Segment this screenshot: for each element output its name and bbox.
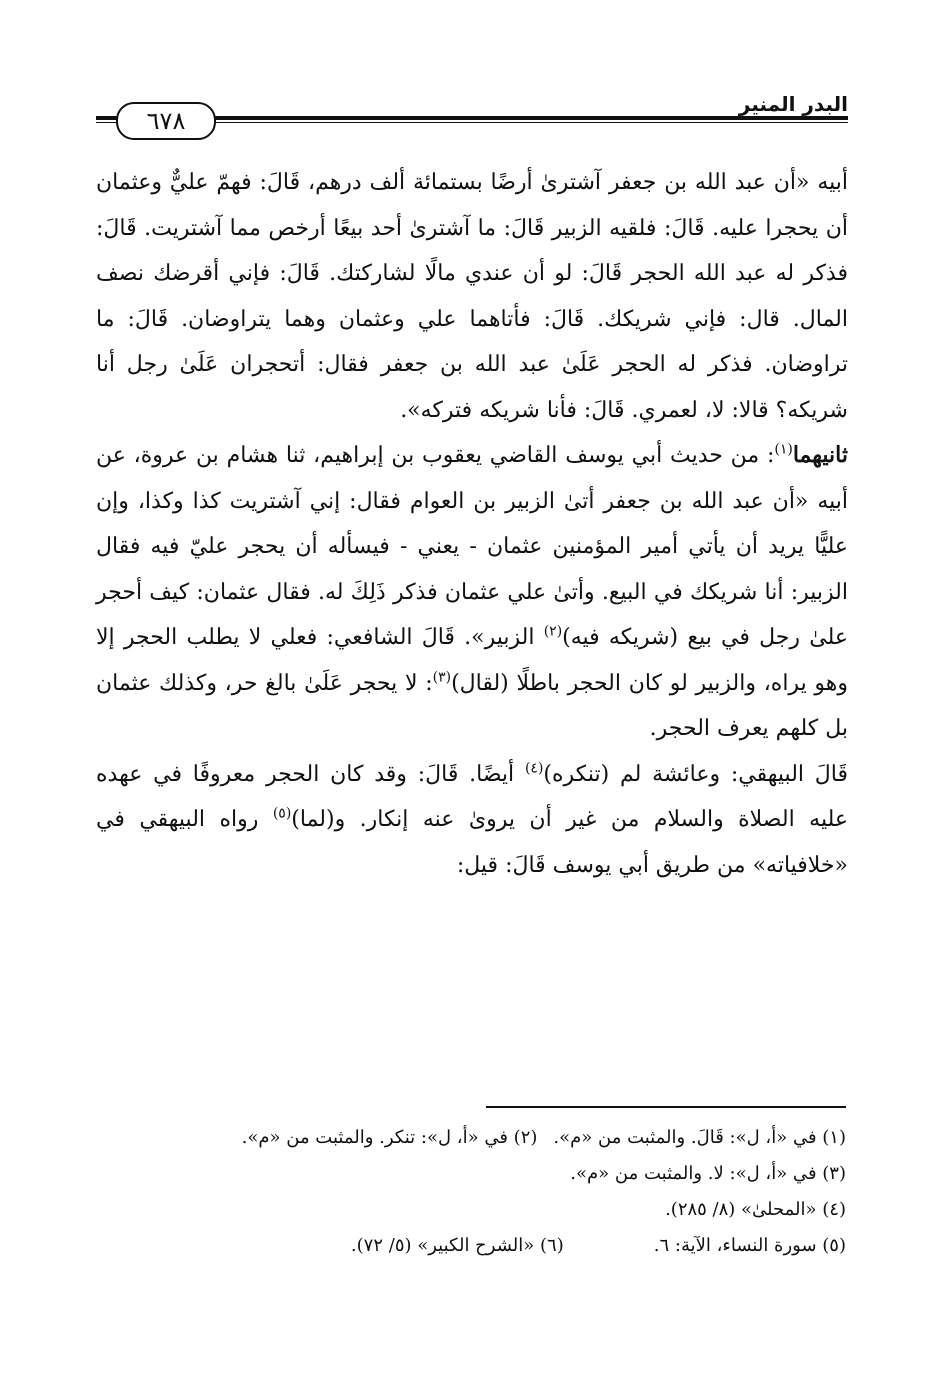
footnote-line-1	[94, 1120, 846, 1156]
running-title: البدر المنير	[738, 92, 848, 116]
paragraph-2-text-b: الزبير». قَالَ الشافعي: فعلي لا يطلب الحجر إلا وهو يراه، والزبير لو كان الحجر باطلًا (لقال)	[96, 625, 848, 696]
paragraph-3	[96, 752, 848, 889]
paragraph-1: أبيه «أن عبد الله بن جعفر آشترىٰ أرضًا بستمائة ألف درهم، قَالَ: فهمّ عليٌّ وعثمان أن يحجرا عليه. قَالَ: فلقيه الزبير قَالَ: ما آشترىٰ أحد بيعًا أرخص مما آشتريت. قَالَ: فذكر له عبد الله الحجر قَالَ: لو أن عندي مالًا لشاركتك. قَالَ: فإني أقرضك نصف المال. قال: فإني شريكك. قَالَ: فأتاهما علي وعثمان وهما يتراوضان. قَالَ: ما تراوضان. فذكر له الحجر عَلَىٰ عبد الله بن جعفر فقال: أتحجران عَلَىٰ رجل أنا شريكه؟ قالا: لا، لعمري. قَالَ: فأنا شريكه فتركه».	[96, 170, 848, 423]
page-number: ٦٧٨	[116, 102, 216, 140]
footnote-line-3	[94, 1192, 846, 1228]
footnote-3: (٣) في «أ، ل»: لا. والمثبت من «م».	[570, 1163, 846, 1184]
paragraph-3-text-a: قَالَ البيهقي: وعائشة لم (تنكره)	[543, 761, 849, 787]
footnote-ref-5: (٥)	[272, 805, 292, 822]
footnote-1: (١) في «أ، ل»: قَالَ. والمثبت من «م».	[553, 1127, 846, 1148]
footnote-ref-4: (٤)	[524, 760, 544, 777]
paragraph-3-text-c: رواه البيهقي في «خلافياته» من طريق أبي يوسف قَالَ: قيل:	[96, 807, 848, 878]
main-text	[96, 160, 848, 888]
footnote-line-4	[94, 1228, 846, 1264]
footnote-ref-3: (٣)	[432, 669, 452, 686]
paragraph-2-text-c: : لا يحجر عَلَىٰ بالغ حر، وكذلك عثمان بل كلهم يعرف الحجر.	[96, 670, 848, 741]
footnote-2: (٢) في «أ، ل»: تنكر. والمثبت من «م».	[241, 1127, 538, 1148]
footnote-ref-1: (١)	[774, 441, 793, 458]
footnote-line-2	[94, 1156, 846, 1192]
paragraph-2-text-a: : من حديث أبي يوسف القاضي يعقوب بن إبراهيم، ثنا هشام بن عروة، عن أبيه «أن عبد الله بن جعفر أتىٰ الزبير بن العوام فقال: إني آشتريت كذا وكذا، وإن عليًّا يريد أن يأتي أمير المؤمنين عثمان - يعني - فيسأله أن يحجر عليّ فيه فقال الزبير: أنا شريكك في البيع. وأتىٰ علي عثمان فذكر ذَلِكَ له. فقال عثمان: كيف أحجر علىٰ رجل في بيع (شريكه فيه)	[96, 443, 848, 650]
page-header	[96, 88, 848, 148]
paragraph-2-lead: ثانيهما	[792, 442, 848, 468]
footnote-5: (٥) سورة النساء، الآية: ٦.	[653, 1235, 846, 1256]
footnote-separator	[486, 1106, 846, 1108]
footnotes	[94, 1120, 846, 1264]
footnote-ref-2: (٢)	[543, 623, 563, 640]
paragraph-3-text-b: أيضًا. قَالَ: وقد كان الحجر معروفًا في عهده عليه الصلاة والسلام من غير أن يروىٰ عنه إنكار. و(لما)	[96, 761, 849, 832]
footnote-4: (٤) «المحلىٰ» (٨/ ٢٨٥).	[665, 1199, 846, 1220]
footnote-6: (٦) «الشرح الكبير» (٥/ ٧٢).	[350, 1235, 564, 1256]
paragraph-2	[96, 433, 848, 752]
